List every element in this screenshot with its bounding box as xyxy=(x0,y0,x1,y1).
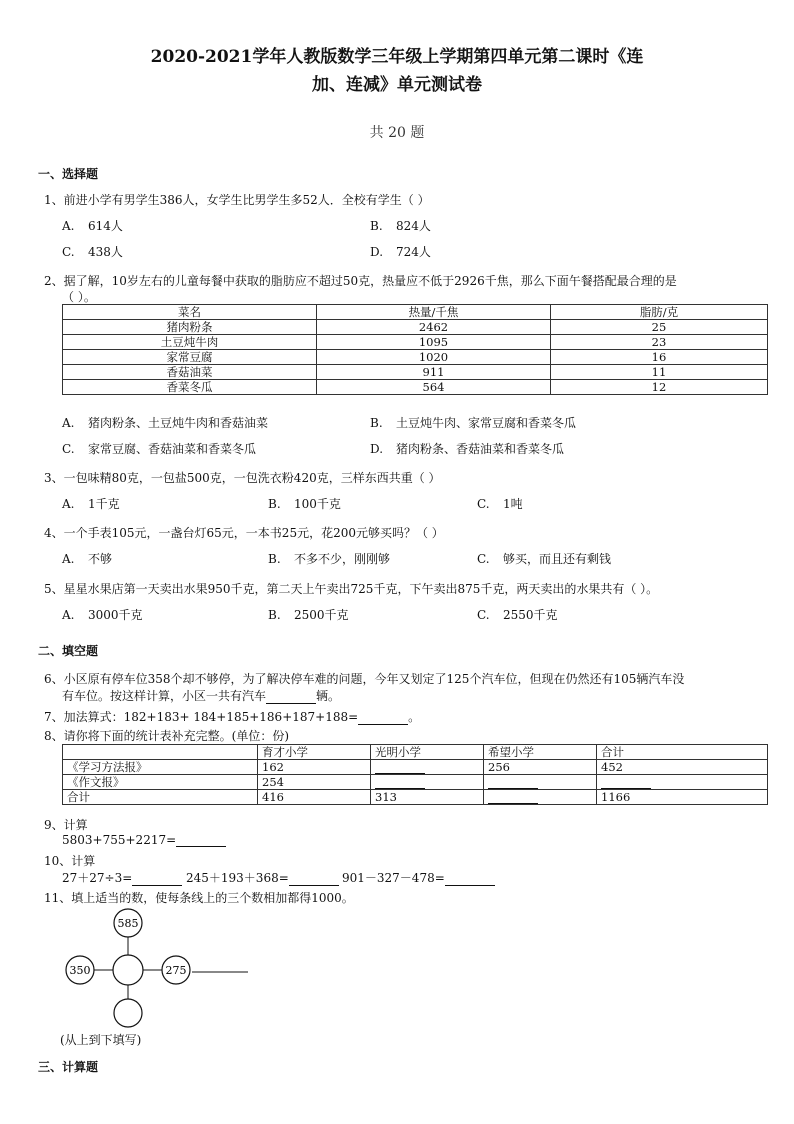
table-header: 脂肪/克 xyxy=(551,305,768,320)
answer-blank[interactable] xyxy=(601,776,651,789)
table-cell: 猪肉粉条 xyxy=(63,320,317,335)
table-cell: 1020 xyxy=(317,350,551,365)
table-cell xyxy=(484,775,597,790)
question-11: 11、填上适当的数，使每条线上的三个数相加都得1000。 xyxy=(44,891,354,905)
table-cell: 162 xyxy=(258,760,371,775)
q1-option-c[interactable]: C. 438人 xyxy=(62,245,123,259)
right-number: 275 xyxy=(165,964,187,977)
q2-option-c[interactable]: C. 家常豆腐、香菇油菜和香菜冬瓜 xyxy=(62,442,257,456)
table-row xyxy=(63,790,768,805)
circle-center-blank[interactable] xyxy=(113,955,143,985)
circle-bottom-blank[interactable] xyxy=(114,999,142,1027)
table-cell: 313 xyxy=(371,790,484,805)
answer-blank[interactable] xyxy=(132,873,182,886)
table-cell: 1095 xyxy=(317,335,551,350)
table-header: 菜名 xyxy=(63,305,317,320)
answer-blank[interactable] xyxy=(375,761,425,774)
section-calculation: 三、计算题 xyxy=(38,1060,99,1074)
table-cell xyxy=(597,775,768,790)
answer-blank[interactable] xyxy=(289,873,339,886)
table-cell: 香菜冬瓜 xyxy=(63,380,317,395)
table-header-row xyxy=(63,745,768,760)
table-cell: 《学习方法报》 xyxy=(63,760,258,775)
q3-option-a[interactable]: A. 1千克 xyxy=(62,497,120,511)
answer-blank[interactable] xyxy=(266,691,316,704)
diagram-note: (从上到下填写) xyxy=(60,1033,142,1047)
table-row xyxy=(63,320,768,335)
table-cell: 《作文报》 xyxy=(63,775,258,790)
q1-option-b[interactable]: B. 824人 xyxy=(370,219,431,233)
question-1: 1、前进小学有男学生386人，女学生比男学生多52人．全校有学生（ ） xyxy=(44,193,430,207)
q2-option-d[interactable]: D. 猪肉粉条、香菇油菜和香菜冬瓜 xyxy=(370,442,565,456)
table-header: 希望小学 xyxy=(484,745,597,760)
q3-option-b[interactable]: B. 100千克 xyxy=(268,497,341,511)
dish-table xyxy=(62,304,768,395)
left-number: 350 xyxy=(69,964,91,977)
table-cell: 土豆炖牛肉 xyxy=(63,335,317,350)
table-cell: 合计 xyxy=(63,790,258,805)
table-cell: 564 xyxy=(317,380,551,395)
table-cell: 2462 xyxy=(317,320,551,335)
table-cell: 25 xyxy=(551,320,768,335)
question-9-expr: 5803+755+2217= xyxy=(62,833,226,847)
table-row xyxy=(63,335,768,350)
question-7: 7、加法算式：182+183+ 184+185+186+187+188= 。 xyxy=(44,710,421,724)
question-10: 10、计算 xyxy=(44,854,96,868)
table-cell: 911 xyxy=(317,365,551,380)
question-3: 3、一包味精80克，一包盐500克，一包洗衣粉420克，三样东西共重（ ） xyxy=(44,471,441,485)
section-fill-blank: 二、填空题 xyxy=(38,644,99,658)
table-cell: 16 xyxy=(551,350,768,365)
q1-option-a[interactable]: A. 614人 xyxy=(62,219,123,233)
q5-option-c[interactable]: C. 2550千克 xyxy=(477,608,558,622)
answer-blank[interactable] xyxy=(488,791,538,804)
q2-option-a[interactable]: A. 猪肉粉条、土豆炖牛肉和香菇油菜 xyxy=(62,416,269,430)
answer-blank[interactable] xyxy=(176,834,226,847)
table-header: 育才小学 xyxy=(258,745,371,760)
q4-option-a[interactable]: A. 不够 xyxy=(62,552,113,566)
question-count: 共 20 题 xyxy=(369,125,425,141)
table-header-row xyxy=(63,305,768,320)
q2-option-b[interactable]: B. 土豆炖牛肉、家常豆腐和香菜冬瓜 xyxy=(370,416,577,430)
table-cell xyxy=(484,790,597,805)
q5-option-a[interactable]: A. 3000千克 xyxy=(62,608,143,622)
q4-option-b[interactable]: B. 不多不少，刚刚够 xyxy=(268,552,391,566)
answer-blank[interactable] xyxy=(488,776,538,789)
answer-blank[interactable] xyxy=(375,776,425,789)
answer-blank[interactable] xyxy=(445,873,495,886)
question-10-expr-2: 245＋193＋368= xyxy=(186,869,339,886)
table-cell: 11 xyxy=(551,365,768,380)
table-header xyxy=(63,745,258,760)
table-row xyxy=(63,380,768,395)
table-cell: 452 xyxy=(597,760,768,775)
table-cell: 1166 xyxy=(597,790,768,805)
table-cell xyxy=(371,775,484,790)
table-row xyxy=(63,775,768,790)
table-cell: 香菇油菜 xyxy=(63,365,317,380)
table-cell: 256 xyxy=(484,760,597,775)
page-title-line2: 加、连减》单元测试卷 xyxy=(312,75,482,95)
question-4: 4、一个手表105元，一盏台灯65元，一本书25元，花200元够买吗？（ ） xyxy=(44,526,444,540)
top-number: 585 xyxy=(117,917,139,930)
q4-option-c[interactable]: C. 够买，而且还有剩钱 xyxy=(477,552,612,566)
question-2: 2、据了解，10岁左右的儿童每餐中获取的脂肪应不超过50克，热量应不低于2926千焦，那么下面午餐搭配最合理的是 xyxy=(44,274,677,288)
table-row xyxy=(63,365,768,380)
table-cell: 23 xyxy=(551,335,768,350)
q5-option-b[interactable]: B. 2500千克 xyxy=(268,608,349,622)
table-cell xyxy=(371,760,484,775)
number-cross-diagram xyxy=(60,905,260,1035)
question-8: 8、请你将下面的统计表补充完整。(单位：份) xyxy=(44,729,289,743)
section-choice: 一、选择题 xyxy=(38,167,99,181)
table-cell: 254 xyxy=(258,775,371,790)
q3-option-c[interactable]: C. 1吨 xyxy=(477,497,523,511)
question-5: 5、星星水果店第一天卖出水果950千克，第二天上午卖出725千克，下午卖出875千克，两天卖出的水果共有（ ）。 xyxy=(44,582,659,596)
table-header: 光明小学 xyxy=(371,745,484,760)
table-cell: 12 xyxy=(551,380,768,395)
page-title: 2020-2021学年人教版数学三年级上学期第四单元第二课时《连 xyxy=(150,47,644,67)
table-header: 合计 xyxy=(597,745,768,760)
table-row xyxy=(63,350,768,365)
question-10-expr-3: 901－327－478= xyxy=(342,869,495,886)
question-9: 9、计算 xyxy=(44,818,88,832)
question-6-line2: 有车位。按这样计算，小区一共有汽车 辆。 xyxy=(62,689,341,703)
stats-table xyxy=(62,744,768,805)
table-cell: 416 xyxy=(258,790,371,805)
question-2-line2: （ ）。 xyxy=(62,290,96,304)
table-header: 热量/千焦 xyxy=(317,305,551,320)
table-row xyxy=(63,760,768,775)
table-cell: 家常豆腐 xyxy=(63,350,317,365)
q1-option-d[interactable]: D. 724人 xyxy=(370,245,431,259)
question-10-expr-1: 27＋27÷3= xyxy=(62,869,182,886)
answer-blank[interactable] xyxy=(358,712,408,725)
question-6: 6、小区原有停车位358个却不够停，为了解决停车难的问题，今年又划定了125个汽车位，但现在仍然还有105辆汽车没 xyxy=(44,672,685,686)
